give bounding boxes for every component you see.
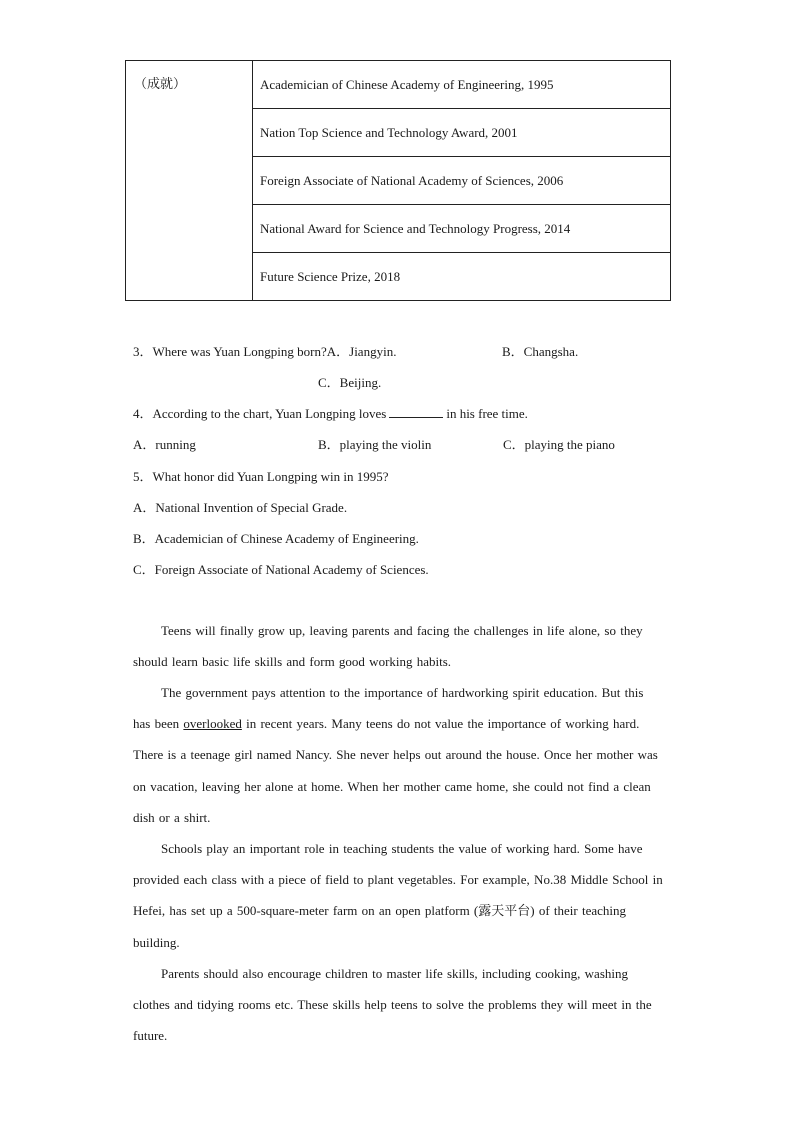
- answer-blank[interactable]: [389, 405, 443, 418]
- question-5-stem: 5．What honor did Yuan Longping win in 1995?: [133, 469, 389, 484]
- underlined-word: overlooked: [183, 716, 242, 732]
- passage-paragraph-4: Parents should also encourage children to master life skills, including cooking, washing clothes and tidying rooms etc. These skills help teens to solve the problems they will meet in the future.: [133, 966, 652, 1044]
- question-3-option-a[interactable]: A．Jiangyin.: [326, 344, 397, 359]
- question-5-option-b[interactable]: B．Academician of Chinese Academy of Engineering.: [133, 531, 419, 546]
- table-row: Foreign Associate of National Academy of Sciences, 2006: [253, 157, 671, 205]
- question-4-option-c[interactable]: C．playing the piano: [503, 437, 615, 452]
- question-3-option-b[interactable]: B．Changsha.: [502, 344, 579, 359]
- achievements-table: [125, 60, 671, 301]
- question-4-stem-before: 4．According to the chart, Yuan Longping loves: [133, 406, 387, 421]
- table-row: Nation Top Science and Technology Award, 2001: [253, 109, 671, 157]
- question-5-option-c[interactable]: C．Foreign Associate of National Academy of Sciences.: [133, 562, 429, 577]
- question-4-option-a[interactable]: A．running: [133, 437, 196, 452]
- question-3: [133, 341, 396, 360]
- question-4-option-b[interactable]: B．playing the violin: [318, 437, 432, 452]
- passage-paragraph-2-after: in recent years. Many teens do not value the importance of working hard. There is a teenage girl named Nancy. She never helps out around the house. Once her mother was on vacation, leaving her alone at home. When her mother came home, she could not find a clean dish or a shirt.: [133, 716, 658, 825]
- question-3-option-c[interactable]: C．Beijing.: [318, 375, 382, 390]
- question-5-option-a[interactable]: A．National Invention of Special Grade.: [133, 500, 348, 515]
- table-row: Future Science Prize, 2018: [253, 253, 671, 301]
- table-row: National Award for Science and Technology Progress, 2014: [253, 205, 671, 253]
- passage-paragraph-1: Teens will finally grow up, leaving parents and facing the challenges in life alone, so they should learn basic life skills and form good working habits.: [133, 623, 643, 670]
- passage-paragraph-2: [133, 677, 663, 833]
- question-4-stem-after: in his free time.: [446, 406, 528, 421]
- passage-paragraph-2-before: The government pays attention to the importance of hardworking spirit education. But this has been: [133, 685, 644, 732]
- table-row: Academician of Chinese Academy of Engineering, 1995: [253, 61, 671, 109]
- passage-paragraph-3: Schools play an important role in teaching students the value of working hard. Some have provided each class with a piece of field to plant vegetables. For example, No.38 Middle School in Hefei, has set up a 500-square-meter farm on an open platform (露天平台) of their teaching building.: [133, 841, 663, 950]
- question-4-stem: [133, 403, 528, 422]
- table-label-cell: （成就）: [126, 61, 253, 301]
- question-3-stem: 3．Where was Yuan Longping born?: [133, 344, 327, 359]
